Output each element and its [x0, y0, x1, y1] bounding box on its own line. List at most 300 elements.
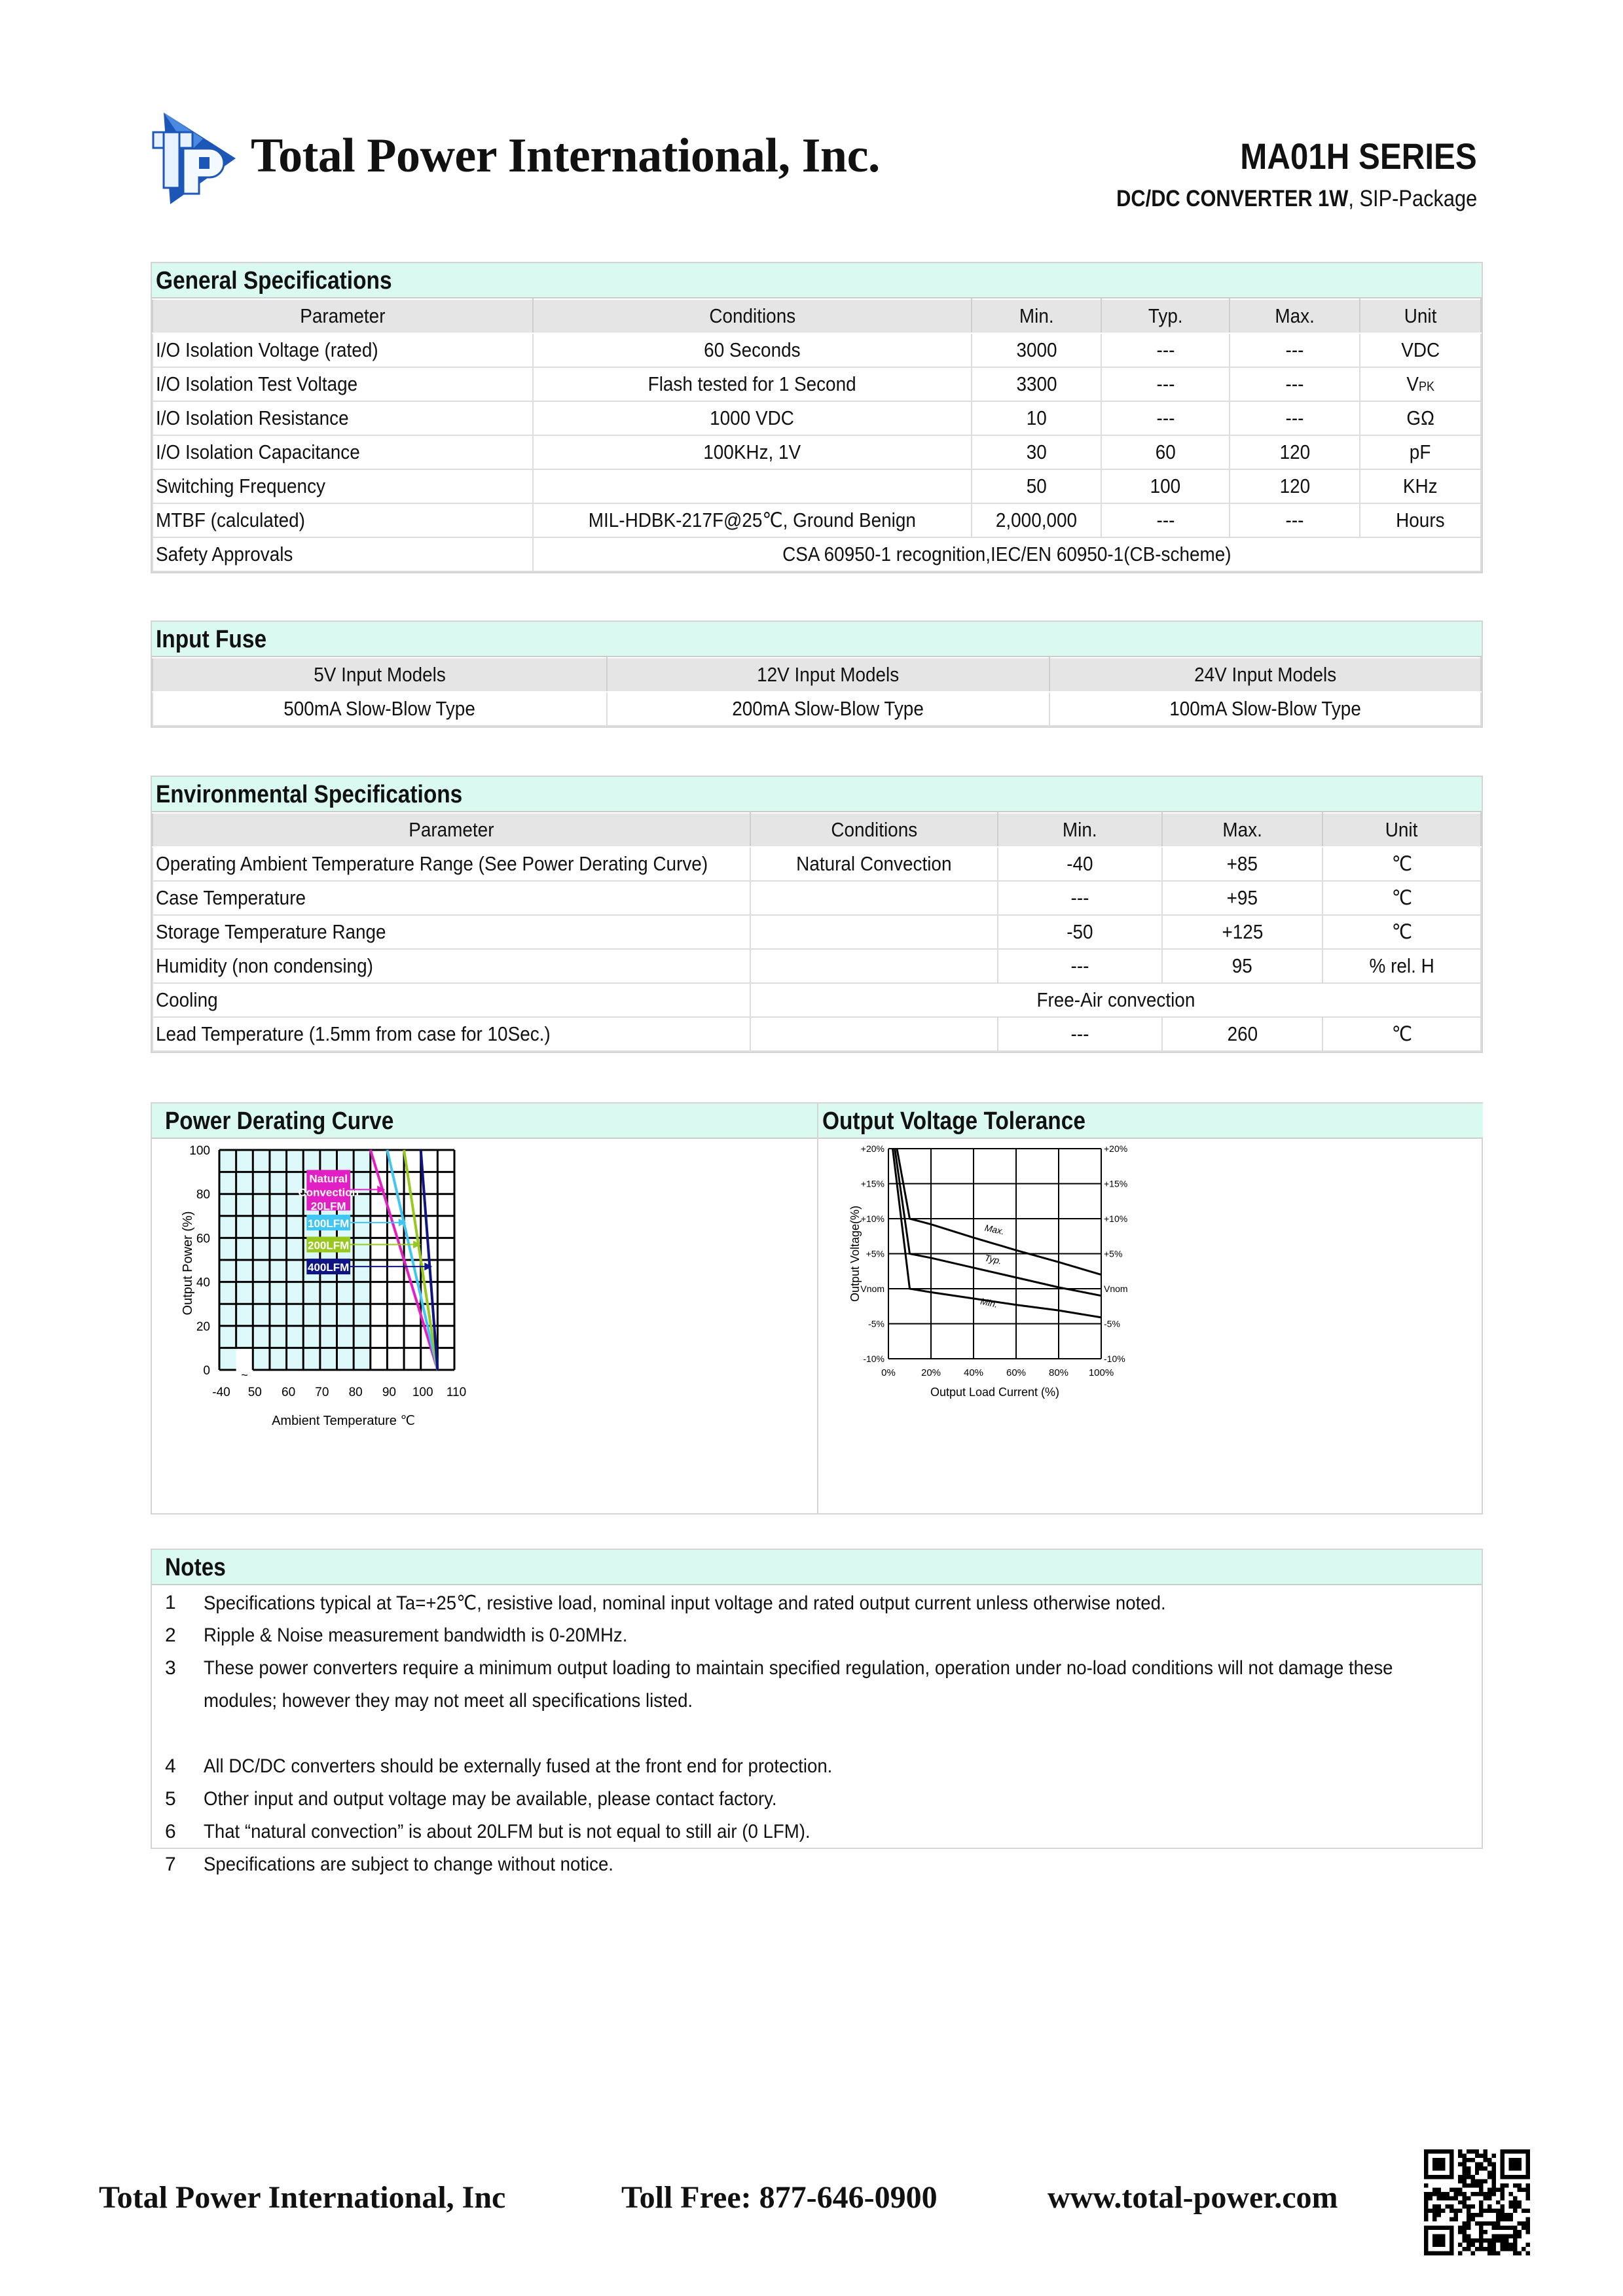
table-cell	[1360, 367, 1481, 401]
qr-module	[1479, 2247, 1483, 2251]
cell-text: 10	[1026, 406, 1047, 429]
table-cell	[998, 813, 1162, 847]
qr-module	[1467, 2238, 1470, 2242]
footer-phone: Toll Free: 877-646-0900	[621, 2180, 938, 2215]
note-text: All DC/DC converters should be externally fused at the front end for protection.	[204, 1755, 833, 1777]
section-title-text: Notes	[165, 1554, 226, 1581]
table-cell	[1360, 299, 1481, 333]
qr-module	[1526, 2209, 1530, 2213]
table-row	[153, 915, 1481, 949]
table-cell	[1230, 333, 1360, 367]
qr-module	[1436, 2187, 1440, 2191]
note-item	[165, 1854, 1474, 1880]
qr-module	[1432, 2204, 1436, 2208]
qr-module	[1526, 2192, 1530, 2196]
y-tick-label-left: +5%	[866, 1248, 884, 1259]
output-voltage-panel	[818, 1103, 1483, 1513]
qr-module	[1484, 2221, 1487, 2225]
qr-module	[1467, 2158, 1470, 2162]
company-name: Total Power International, Inc.	[251, 129, 880, 183]
table-cell	[750, 1017, 998, 1051]
cell-text: Conditions	[709, 304, 795, 327]
qr-module	[1467, 2170, 1470, 2174]
qr-module	[1513, 2204, 1517, 2208]
table-cell	[153, 367, 533, 401]
qr-module	[1467, 2243, 1470, 2247]
table-cell	[998, 847, 1162, 881]
qr-module	[1487, 2196, 1491, 2200]
qr-module	[1432, 2217, 1436, 2221]
qr-module	[1492, 2221, 1496, 2225]
cell-text: -50	[1067, 920, 1093, 943]
cell-text: 100	[1150, 475, 1181, 497]
table-cell	[153, 692, 607, 726]
power-derating-panel	[152, 1103, 818, 1513]
qr-module	[1467, 2175, 1470, 2179]
y-tick-label-left: Vnom	[860, 1283, 884, 1294]
qr-module	[1496, 2226, 1500, 2230]
table-cell	[998, 881, 1162, 915]
qr-module	[1453, 2187, 1457, 2191]
qr-module	[1518, 2234, 1522, 2238]
qr-module	[1445, 2196, 1449, 2200]
qr-module	[1436, 2213, 1440, 2217]
qr-module	[1513, 2247, 1517, 2251]
cell-text: +95	[1226, 886, 1258, 909]
qr-module	[1467, 2221, 1470, 2225]
qr-finder	[1432, 2158, 1445, 2170]
qr-module	[1470, 2149, 1474, 2153]
section-title-text: General Specifications	[156, 267, 392, 295]
qr-module	[1424, 2183, 1428, 2187]
qr-module	[1492, 2166, 1496, 2170]
qr-module	[1462, 2166, 1466, 2170]
y-tick-label-right: +15%	[1104, 1178, 1128, 1189]
note-number: 2	[165, 1624, 176, 1646]
qr-module	[1501, 2238, 1504, 2242]
qr-module	[1501, 2204, 1504, 2208]
y-tick-label-left: -10%	[863, 1354, 884, 1364]
y-tick-label-right: +5%	[1104, 1248, 1123, 1259]
qr-module	[1484, 2166, 1487, 2170]
table-cell	[153, 1017, 750, 1051]
x-tick-label: 90	[382, 1386, 396, 1399]
qr-module	[1526, 2230, 1530, 2234]
qr-module	[1458, 2243, 1462, 2247]
cell-text: Humidity (non condensing)	[156, 954, 373, 977]
qr-module	[1428, 2196, 1432, 2200]
qr-module	[1432, 2192, 1436, 2196]
qr-module	[1496, 2209, 1500, 2213]
cell-text: Natural Convection	[796, 852, 952, 875]
section-title-text: Environmental Specifications	[156, 781, 463, 808]
section-title	[152, 622, 1482, 657]
table-cell	[1049, 658, 1481, 692]
qr-module	[1467, 2213, 1470, 2217]
qr-module	[1441, 2209, 1445, 2213]
qr-module	[1492, 2251, 1496, 2255]
note-item	[165, 1755, 1474, 1782]
cell-text: VDC	[1401, 338, 1440, 361]
table-cell	[1322, 881, 1481, 915]
table-cell	[1360, 401, 1481, 435]
qr-module	[1501, 2192, 1504, 2196]
cell-text: Max.	[1275, 304, 1315, 327]
qr-module	[1501, 2196, 1504, 2200]
table-cell	[153, 847, 750, 881]
qr-module	[1470, 2158, 1474, 2162]
qr-module	[1484, 2149, 1487, 2153]
cell-text: 3300	[1015, 372, 1057, 395]
legend-label: Natural	[309, 1172, 348, 1185]
qr-module	[1467, 2226, 1470, 2230]
qr-module	[1487, 2247, 1491, 2251]
qr-module	[1509, 2213, 1513, 2217]
x-tick-label: 20%	[921, 1367, 941, 1378]
qr-module	[1479, 2234, 1483, 2238]
qr-module	[1467, 2166, 1470, 2170]
y-tick-label-right: -5%	[1104, 1318, 1120, 1329]
qr-module	[1458, 2200, 1462, 2204]
note-number: 5	[165, 1788, 176, 1810]
qr-module	[1475, 2192, 1479, 2196]
qr-module	[1467, 2204, 1470, 2208]
input-fuse-table	[152, 657, 1482, 726]
qr-module	[1522, 2247, 1525, 2251]
x-tick-label: 100	[412, 1386, 433, 1399]
table-cell	[1049, 692, 1481, 726]
qr-module	[1462, 2162, 1466, 2166]
table-cell	[1322, 949, 1481, 983]
qr-module	[1462, 2200, 1466, 2204]
qr-module	[1487, 2192, 1491, 2196]
qr-module	[1479, 2187, 1483, 2191]
charts-section	[151, 1102, 1483, 1515]
cell-text: ---	[1156, 338, 1175, 361]
qr-module	[1509, 2234, 1513, 2238]
table-row	[153, 1017, 1481, 1051]
table-row	[153, 469, 1481, 503]
qr-module	[1432, 2209, 1436, 2213]
qr-module	[1492, 2226, 1496, 2230]
qr-module	[1501, 2243, 1504, 2247]
qr-module	[1487, 2170, 1491, 2174]
cell-text: ---	[1070, 954, 1089, 977]
qr-module	[1518, 2183, 1522, 2187]
company-logo	[151, 113, 242, 204]
table-cell	[1322, 1017, 1481, 1051]
qr-module	[1492, 2234, 1496, 2238]
cell-text: ℃	[1391, 886, 1412, 909]
legend-label: Convection	[298, 1186, 359, 1199]
cell-text: Typ.	[1148, 304, 1183, 327]
qr-module	[1492, 2179, 1496, 2183]
qr-module	[1484, 2153, 1487, 2157]
qr-module	[1479, 2179, 1483, 2183]
qr-module	[1462, 2192, 1466, 2196]
qr-module	[1432, 2187, 1436, 2191]
qr-module	[1470, 2213, 1474, 2217]
qr-module	[1428, 2192, 1432, 2196]
x-tick-label: 60%	[1006, 1367, 1027, 1378]
table-cell	[1162, 847, 1322, 881]
x-tick-label: 50	[247, 1386, 262, 1399]
y-tick-label-left: +10%	[860, 1213, 884, 1224]
y-tick-label-right: +20%	[1104, 1143, 1128, 1154]
note-text: That “natural convection” is about 20LFM but is not equal to still air (0 LFM).	[204, 1821, 811, 1842]
qr-module	[1458, 2162, 1462, 2166]
table-cell	[750, 983, 1481, 1017]
qr-module	[1453, 2213, 1457, 2217]
qr-module	[1501, 2209, 1504, 2213]
qr-module	[1518, 2230, 1522, 2234]
qr-module	[1509, 2226, 1513, 2230]
y-tick-label-right: +10%	[1104, 1213, 1128, 1224]
qr-module	[1475, 2183, 1479, 2187]
table-cell	[533, 537, 1481, 571]
qr-module	[1450, 2217, 1453, 2221]
table-cell	[1322, 813, 1481, 847]
note-item	[165, 1821, 1474, 1847]
y-tick-label-left: +20%	[860, 1143, 884, 1154]
table-cell	[998, 915, 1162, 949]
table-cell	[1101, 469, 1230, 503]
table-cell	[1230, 401, 1360, 435]
x-tick-label: 110	[446, 1386, 467, 1399]
qr-module	[1509, 2217, 1513, 2221]
qr-module	[1513, 2196, 1517, 2200]
table-row	[153, 503, 1481, 537]
qr-module	[1487, 2162, 1491, 2166]
cell-text: Parameter	[409, 818, 494, 841]
qr-module	[1441, 2196, 1445, 2200]
table-cell	[153, 435, 533, 469]
output-voltage-chart	[818, 1103, 1483, 1513]
cell-text: ---	[1285, 406, 1304, 429]
table-header	[153, 658, 1481, 692]
table-row	[153, 847, 1481, 881]
table-cell	[1360, 333, 1481, 367]
cell-text: ---	[1285, 372, 1304, 395]
x-tick-label: 60	[282, 1386, 296, 1399]
table-cell	[153, 299, 533, 333]
qr-module	[1501, 2183, 1504, 2187]
qr-module	[1462, 2196, 1466, 2200]
table-row	[153, 333, 1481, 367]
table-cell	[1101, 367, 1230, 401]
qr-module	[1453, 2192, 1457, 2196]
cell-text: ---	[1285, 338, 1304, 361]
qr-module	[1479, 2221, 1483, 2225]
chart-title-text: Power Derating Curve	[165, 1107, 394, 1135]
note-item	[165, 1592, 1474, 1618]
qr-module	[1479, 2153, 1483, 2157]
cell-text: 3000	[1015, 338, 1057, 361]
note-text: Specifications are subject to change without notice.	[204, 1854, 613, 1875]
qr-module	[1441, 2192, 1445, 2196]
cell-text: Cooling	[156, 988, 218, 1011]
qr-module	[1518, 2204, 1522, 2208]
qr-module	[1453, 2217, 1457, 2221]
qr-module	[1470, 2217, 1474, 2221]
qr-module	[1513, 2251, 1517, 2255]
table-cell	[533, 299, 972, 333]
qr-module	[1518, 2221, 1522, 2225]
cell-text: ---	[1070, 886, 1089, 909]
qr-module	[1487, 2238, 1491, 2242]
qr-module	[1526, 2187, 1530, 2191]
cell-text: 24V Input Models	[1194, 663, 1337, 686]
qr-module	[1496, 2200, 1500, 2204]
y-tick-label: 0	[203, 1364, 210, 1378]
qr-module	[1492, 2247, 1496, 2251]
qr-module	[1450, 2187, 1453, 2191]
qr-module	[1496, 2238, 1500, 2242]
table-cell	[972, 503, 1101, 537]
qr-module	[1475, 2153, 1479, 2157]
environmental-specifications	[151, 776, 1483, 1053]
x-tick-label: 80	[348, 1386, 363, 1399]
x-axis-label: Output Load Current (%)	[930, 1386, 1060, 1399]
qr-module	[1487, 2243, 1491, 2247]
section-title	[152, 777, 1482, 812]
qr-module	[1475, 2170, 1479, 2174]
qr-module	[1424, 2200, 1428, 2204]
note-item	[165, 1788, 1474, 1814]
qr-module	[1462, 2234, 1466, 2238]
qr-module	[1526, 2217, 1530, 2221]
x-tick-label: 70	[315, 1386, 329, 1399]
y-axis-label: Output Power (%)	[181, 1211, 195, 1316]
qr-module	[1436, 2209, 1440, 2213]
qr-module	[1462, 2238, 1466, 2242]
qr-module	[1513, 2238, 1517, 2242]
table-cell	[1360, 469, 1481, 503]
cell-text: Free-Air convection	[1036, 988, 1195, 1011]
x-tick-label: 40%	[963, 1367, 984, 1378]
section-title	[152, 1550, 1482, 1585]
qr-module	[1458, 2179, 1462, 2183]
qr-finder	[1432, 2234, 1445, 2247]
table-cell	[533, 333, 972, 367]
qr-module	[1487, 2204, 1491, 2208]
cell-text: ---	[1070, 1022, 1089, 1045]
y-tick-label: 20	[196, 1319, 210, 1334]
qr-module	[1462, 2230, 1466, 2234]
cell-text: ---	[1285, 509, 1304, 531]
qr-module	[1487, 2158, 1491, 2162]
qr-module	[1470, 2175, 1474, 2179]
qr-module	[1436, 2196, 1440, 2200]
qr-module	[1496, 2251, 1500, 2255]
cell-text: 100KHz, 1V	[703, 440, 801, 463]
qr-module	[1458, 2209, 1462, 2213]
qr-module	[1484, 2209, 1487, 2213]
legend-label: 20LFM	[310, 1200, 346, 1213]
table-cell	[153, 813, 750, 847]
qr-module	[1470, 2179, 1474, 2183]
cell-text: 12V Input Models	[757, 663, 900, 686]
cell-text: -40	[1067, 852, 1093, 875]
table-cell	[972, 299, 1101, 333]
table-cell	[1162, 813, 1322, 847]
qr-module	[1424, 2196, 1428, 2200]
qr-module	[1518, 2251, 1522, 2255]
qr-module	[1513, 2200, 1517, 2204]
cell-text: Lead Temperature (1.5mm from case for 10Sec.)	[156, 1022, 551, 1045]
cell-text: KHz	[1403, 475, 1438, 497]
table-cell	[1101, 333, 1230, 367]
qr-module	[1467, 2217, 1470, 2221]
qr-module	[1484, 2158, 1487, 2162]
table-cell	[1162, 949, 1322, 983]
qr-module	[1509, 2243, 1513, 2247]
qr-module	[1487, 2209, 1491, 2213]
cell-text: Switching Frequency	[156, 475, 325, 497]
table-cell	[1230, 299, 1360, 333]
table-cell	[1101, 503, 1230, 537]
cell-text: ---	[1156, 372, 1175, 395]
cell-text: 500mA Slow-Blow Type	[283, 697, 476, 720]
table-cell	[153, 333, 533, 367]
notes-section	[151, 1549, 1483, 1875]
qr-module	[1462, 2226, 1466, 2230]
note-text: These power converters require a minimum output loading to maintain specified regulation, operation under no-load conditions will not damage these	[204, 1657, 1393, 1679]
cell-text: Safety Approvals	[156, 543, 293, 565]
cell-text: 120	[1279, 440, 1310, 463]
series-title: MA01H SERIES	[1240, 135, 1477, 177]
table-row	[153, 692, 1481, 726]
qr-module	[1436, 2192, 1440, 2196]
qr-module	[1487, 2251, 1491, 2255]
qr-module	[1470, 2204, 1474, 2208]
table-row	[153, 949, 1481, 983]
qr-module	[1479, 2243, 1483, 2247]
note-number: 3	[165, 1657, 176, 1679]
qr-module	[1424, 2213, 1428, 2217]
cell-text: I/O Isolation Voltage (rated)	[156, 338, 378, 361]
qr-module	[1458, 2192, 1462, 2196]
qr-module	[1509, 2192, 1513, 2196]
subtitle-bold: DC/DC CONVERTER 1W	[1116, 186, 1349, 211]
y-tick-label-left: +15%	[860, 1178, 884, 1189]
cell-text: Conditions	[831, 818, 917, 841]
x-tick-label: 80%	[1048, 1367, 1069, 1378]
qr-module	[1522, 2187, 1525, 2191]
qr-module	[1513, 2230, 1517, 2234]
table-cell	[153, 537, 533, 571]
cell-text: Flash tested for 1 Second	[648, 372, 856, 395]
qr-module	[1479, 2183, 1483, 2187]
table-cell	[533, 367, 972, 401]
table-cell	[1322, 847, 1481, 881]
qr-module	[1492, 2170, 1496, 2174]
note-text: Specifications typical at Ta=+25℃, resistive load, nominal input voltage and rated output current unless otherwise noted.	[204, 1592, 1166, 1614]
y-axis-label: Output Voltage(%)	[848, 1205, 862, 1302]
table-cell	[607, 692, 1049, 726]
cell-text: Max.	[1222, 818, 1262, 841]
qr-module	[1492, 2183, 1496, 2187]
table-cell	[750, 915, 998, 949]
qr-module	[1462, 2183, 1466, 2187]
qr-module	[1526, 2221, 1530, 2225]
footer-website[interactable]: www.total-power.com	[1048, 2180, 1338, 2215]
qr-module	[1509, 2200, 1513, 2204]
table-cell	[153, 401, 533, 435]
qr-module	[1504, 2238, 1508, 2242]
qr-module	[1458, 2226, 1462, 2230]
qr-module	[1487, 2221, 1491, 2225]
